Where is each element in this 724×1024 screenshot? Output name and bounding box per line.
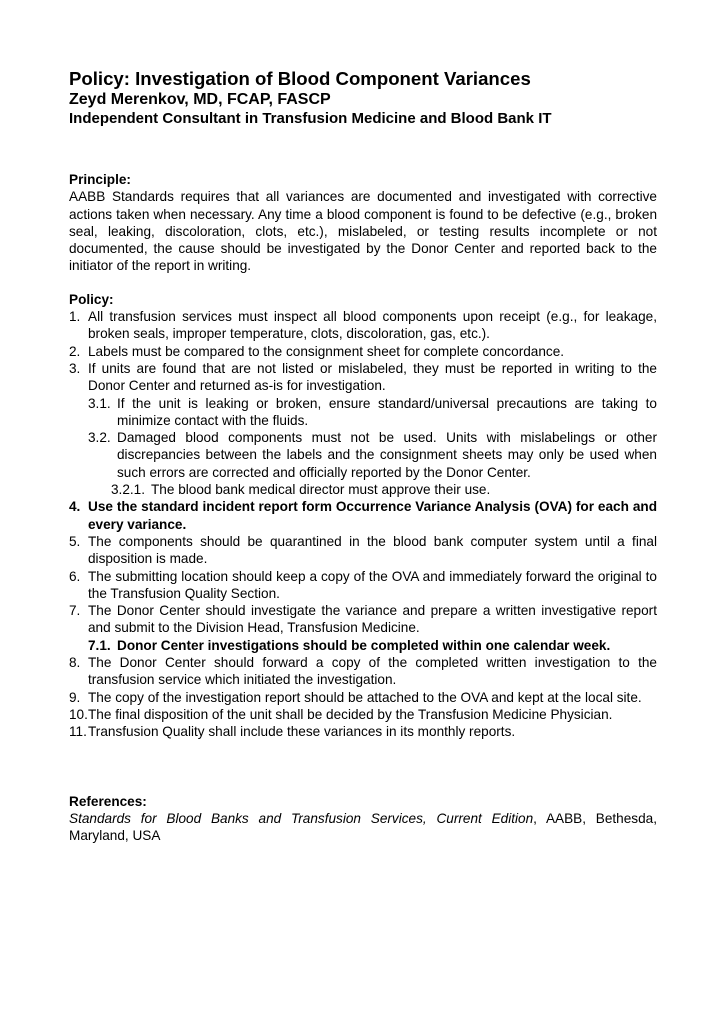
policy-item-text: Labels must be compared to the consignment sheet for complete concordance. [88, 343, 565, 359]
policy-item-number: 3.1. [88, 395, 111, 411]
policy-item-number: 3.2.1. [111, 482, 146, 498]
document-page [69, 68, 657, 844]
policy-item-text: The final disposition of the unit shall be decided by the Transfusion Medicine Physician. [88, 706, 613, 722]
author-line: Zeyd Merenkov, MD, FCAP, FASCP [69, 91, 331, 108]
reference-publisher: , AABB, Bethesda, Maryland, USA [69, 810, 657, 844]
policy-item [69, 568, 657, 603]
reference-title: Standards for Blood Banks and Transfusion Services, Current Edition [69, 810, 534, 826]
policy-item-text: All transfusion services must inspect all blood components upon receipt (e.g., for leakage, broken seals, improper temperature, clots, discoloration, gas, etc.). [88, 309, 657, 342]
policy-item [69, 481, 657, 498]
policy-item [69, 706, 657, 723]
policy-item-number: 11. [69, 724, 87, 740]
policy-item-number: 6. [69, 568, 81, 584]
policy-item-text: The blood bank medical director must approve their use. [151, 482, 491, 498]
document-title: Policy: Investigation of Blood Component Variances [69, 68, 531, 89]
policy-item-number: 8. [69, 655, 81, 671]
policy-item-text: The components should be quarantined in the blood bank computer system until a final disposition is made. [88, 533, 657, 567]
affiliation-line: Independent Consultant in Transfusion Medicine and Blood Bank IT [69, 110, 552, 127]
policy-item [69, 654, 657, 689]
policy-item-number: 1. [69, 309, 81, 325]
policy-item [69, 498, 657, 533]
policy-item-text: The submitting location should keep a copy of the OVA and immediately forward the original to the Transfusion Quality Section. [88, 568, 657, 601]
principle-text: AABB Standards requires that all variances are documented and investigated with corrective actions taken when necessary. Any time a blood component is found to be defective (e.g., broken seal, leaking, discoloration, clots, etc.), mislabeled, or testing results incomplete or not documented, the cause should be investigated by the Donor Center and reported back to the initiator of the report in writing. [69, 189, 657, 274]
policy-item [69, 602, 657, 637]
policy-item [69, 343, 657, 360]
policy-heading: Policy: [69, 291, 114, 307]
policy-item-text: Transfusion Quality shall include these variances in its monthly reports. [88, 724, 516, 740]
policy-item-number: 4. [69, 499, 81, 515]
policy-item-text: Use the standard incident report form Occurrence Variance Analysis (OVA) for each and every variance. [88, 499, 657, 532]
policy-item-text: Donor Center investigations should be completed within one calendar week. [117, 637, 611, 653]
policy-item-number: 7. [69, 603, 81, 619]
policy-item-number: 2. [69, 343, 81, 359]
policy-item-text: The copy of the investigation report should be attached to the OVA and kept at the local site. [88, 689, 642, 705]
policy-item-text: The Donor Center should forward a copy of the completed written investigation to the transfusion service which initiated the investigation. [88, 655, 657, 688]
policy-item [69, 360, 657, 395]
policy-item-text: Damaged blood components must not be used. Units with mislabelings or other discrepancies between the labels and the consignment sheets may only be used when such errors are corrected and officially reported by the Donor Center. [117, 430, 657, 480]
references-heading: References: [69, 793, 147, 809]
policy-item-number: 3. [69, 360, 81, 376]
policy-item [69, 723, 657, 740]
policy-item-text: If the unit is leaking or broken, ensure standard/universal precautions are taking to minimize contact with the fluids. [117, 395, 657, 428]
principle-heading: Principle: [69, 172, 131, 187]
policy-item [69, 429, 657, 481]
policy-item-number: 9. [69, 689, 81, 705]
reference-citation [69, 810, 657, 845]
policy-item-text: The Donor Center should investigate the variance and prepare a written investigative report and submit to the Division Head, Transfusion Medicine. [88, 603, 657, 636]
policy-item-number: 7.1. [88, 637, 111, 653]
policy-item [69, 395, 657, 430]
policy-item-number: 10. [69, 706, 88, 722]
policy-item-number: 3.2. [88, 430, 111, 446]
policy-item [69, 308, 657, 343]
policy-item-text: If units are found that are not listed or mislabeled, they must be reported in writing to the Donor Center and returned as-is for investigation. [88, 360, 657, 394]
policy-item [69, 637, 657, 654]
policy-item [69, 533, 657, 568]
policy-list [69, 308, 657, 740]
policy-item [69, 689, 657, 706]
policy-item-number: 5. [69, 533, 81, 549]
